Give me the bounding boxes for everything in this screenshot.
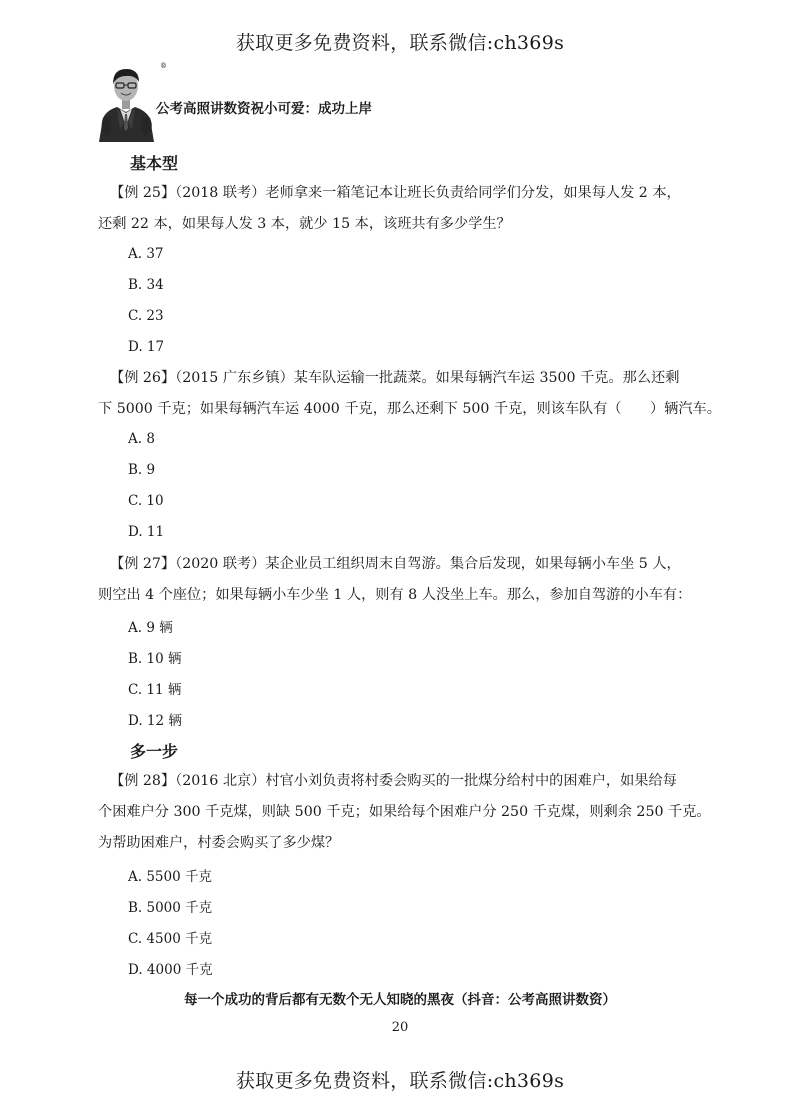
- header-tagline: 公考高照讲数资祝小可爱：成功上岸: [156, 101, 372, 117]
- q28-option-b: B. 5000 千克: [128, 900, 213, 916]
- q27-option-a: A. 9 辆: [128, 620, 173, 636]
- question-28-line1: 【例 28】（2016 北京）村官小刘负责将村委会购买的一批煤分给村中的困难户，如果给每: [110, 773, 677, 789]
- q26-option-d: D. 11: [128, 524, 165, 540]
- q28-option-a: A. 5500 千克: [128, 869, 212, 885]
- registered-mark-icon: ®: [160, 62, 167, 70]
- question-28-line3: 为帮助困难户，村委会购买了多少煤？: [98, 835, 340, 851]
- q25-option-c: C. 23: [128, 308, 164, 324]
- q28-option-d: D. 4000 千克: [128, 962, 213, 978]
- q25-option-d: D. 17: [128, 339, 165, 355]
- q28-option-c: C. 4500 千克: [128, 931, 213, 947]
- q25-option-b: B. 34: [128, 277, 164, 293]
- bottom-banner: 获取更多免费资料，联系微信:ch369s: [235, 1070, 565, 1092]
- q27-option-c: C. 11 辆: [128, 682, 182, 698]
- section-heading-basic: 基本型: [130, 154, 179, 173]
- q26-option-a: A. 8: [128, 431, 155, 447]
- question-25-line2: 还剩 22 本，如果每人发 3 本，就少 15 本，该班共有多少学生？: [98, 216, 511, 232]
- question-28-line2: 个困难户分 300 千克煤，则缺 500 千克；如果给每个困难户分 250 千克煤，则剩余 250 千克。: [98, 804, 711, 820]
- question-26-line1: 【例 26】（2015 广东乡镇）某车队运输一批蔬菜。如果每辆汽车运 3500 千克。那么还剩: [110, 370, 680, 386]
- section-heading-more: 多一步: [130, 742, 179, 761]
- question-27-line2: 则空出 4 个座位；如果每辆小车少坐 1 人，则有 8 人没坐上车。那么，参加自驾游的小车有：: [98, 587, 692, 603]
- q25-option-a: A. 37: [128, 246, 164, 262]
- question-27-line1: 【例 27】（2020 联考）某企业员工组织周末自驾游。集合后发现，如果每辆小车坐 5 人，: [110, 556, 681, 572]
- top-banner: 获取更多免费资料，联系微信:ch369s: [235, 32, 565, 54]
- footer-motto: 每一个成功的背后都有无数个无人知晓的黑夜（抖音：公考高照讲数资）: [184, 992, 616, 1008]
- author-photo: [95, 60, 158, 142]
- q27-option-d: D. 12 辆: [128, 713, 182, 729]
- page-number: 20: [391, 1020, 409, 1035]
- q26-option-b: B. 9: [128, 462, 156, 478]
- question-25-line1: 【例 25】（2018 联考）老师拿来一箱笔记本让班长负责给同学们分发，如果每人发 2 本，: [110, 185, 681, 201]
- q27-option-b: B. 10 辆: [128, 651, 182, 667]
- question-26-line2: 下 5000 千克；如果每辆汽车运 4000 千克，那么还剩下 500 千克，则该车队有（ ）辆汽车。: [98, 401, 721, 417]
- q26-option-c: C. 10: [128, 493, 164, 509]
